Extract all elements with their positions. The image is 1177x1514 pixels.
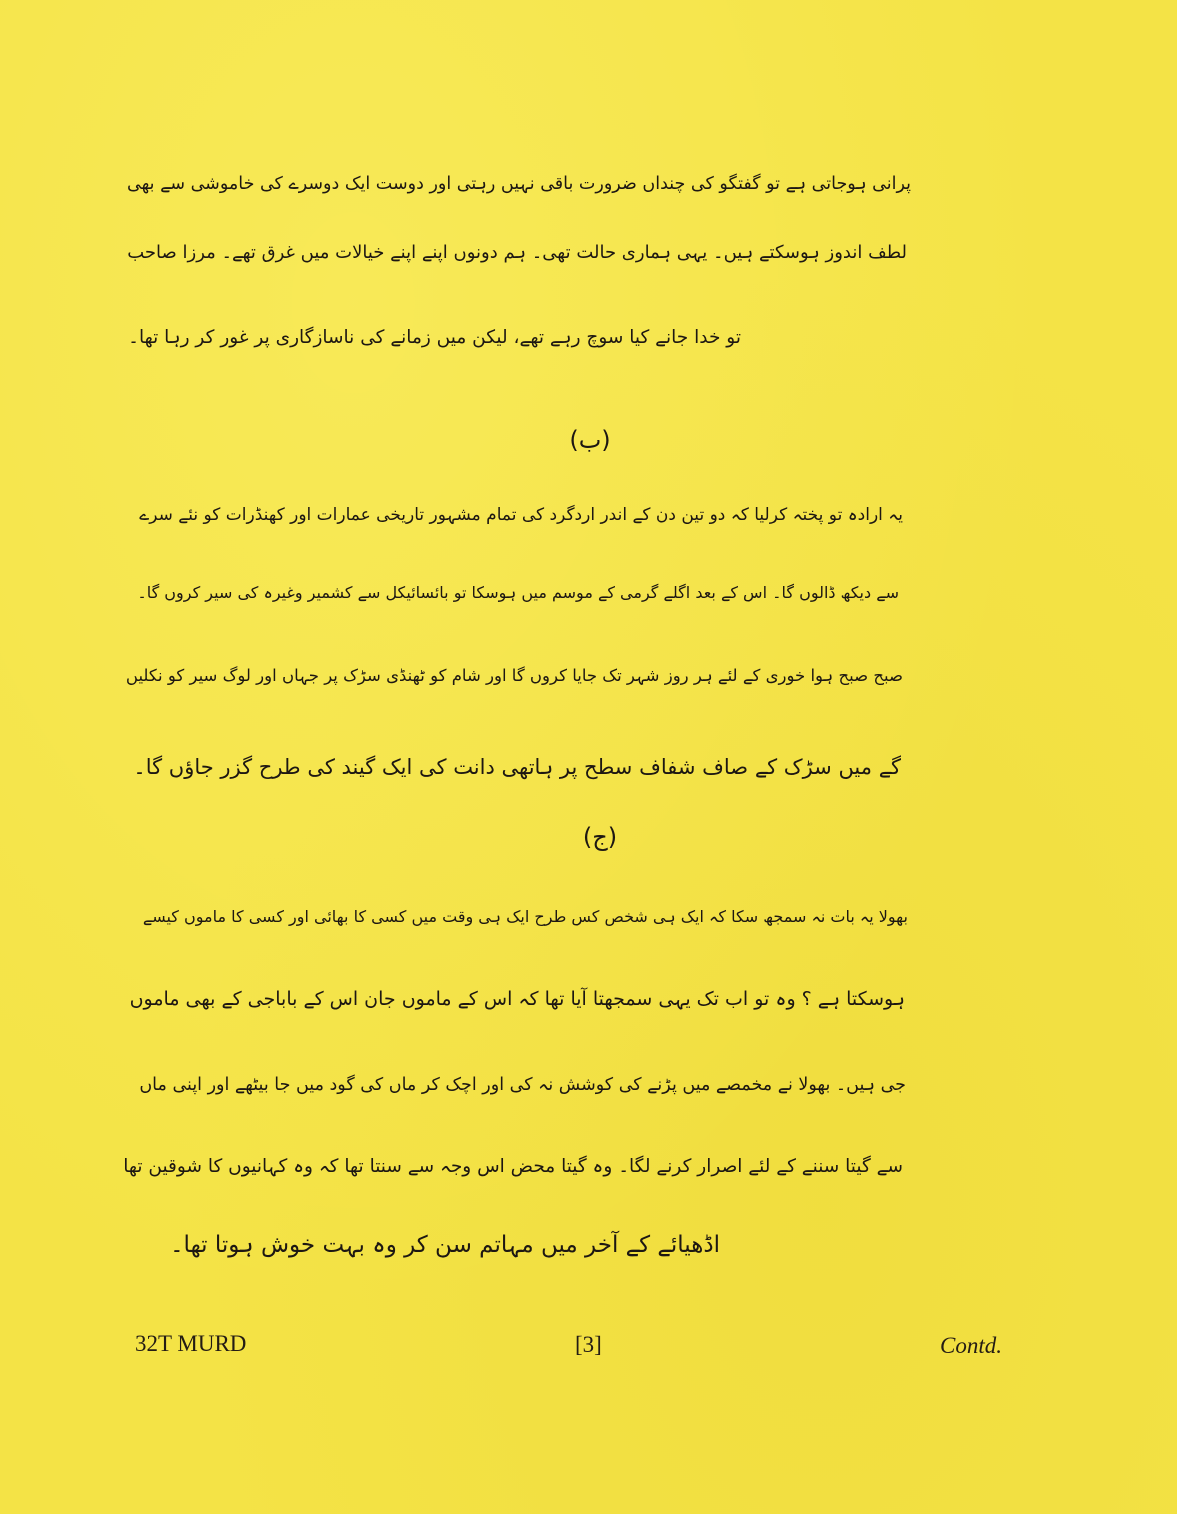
section-c-line-5: اڈھیائے کے آخر میں مہاتم سن کر وہ بہت خوش ہوتا تھا۔ (170, 1232, 720, 1258)
continued-label: Contd. (940, 1333, 1002, 1358)
section-b-line-1: یہ ارادہ تو پختہ کرلیا کہ دو تین دن کے اندر اردگرد کی تمام مشہور تاریخی عمارات اور کھنڈرات کو نئے سرے (139, 505, 903, 525)
section-b-line-2: سے دیکھ ڈالوں گا۔ اس کے بعد اگلے گرمی کے موسم میں ہوسکا تو بائسائیکل سے کشمیر وغیرہ کی سیر کروں گا۔ (137, 583, 899, 602)
section-c-heading: (ج) (582, 823, 618, 851)
section-b-line-4: گے میں سڑک کے صاف شفاف سطح پر ہاتھی دانت کی ایک گیند کی طرح گزر جاؤں گا۔ (133, 755, 901, 779)
paragraph-1-line-3: تو خدا جانے کیا سوچ رہے تھے، لیکن میں زمانے کی ناسازگاری پر غور کر رہا تھا۔ (128, 327, 741, 348)
section-c-line-4: سے گیتا سننے کے لئے اصرار کرنے لگا۔ وہ گیتا محض اس وجہ سے سنتا تھا کہ وہ کہانیوں کا شوقین تھا (123, 1156, 903, 1177)
section-b-heading: (ب) (569, 426, 611, 454)
section-b-line-3: صبح صبح ہوا خوری کے لئے ہر روز شہر تک جایا کروں گا اور شام کو ٹھنڈی سڑک پر جہاں اور لوگ سیر کو نکلیں (125, 666, 903, 685)
section-c-line-1: بھولا یہ بات نہ سمجھ سکا کہ ایک ہی شخص کس طرح ایک ہی وقت میں کسی کا بھائی اور کسی کا ماموں کیسے (142, 907, 908, 926)
paragraph-1-line-2: لطف اندوز ہوسکتے ہیں۔ یہی ہماری حالت تھی۔ ہم دونوں اپنے اپنے خیالات میں غرق تھے۔ مرزا صاحب (127, 242, 907, 263)
paragraph-1-line-1: پرانی ہوجاتی ہے تو گفتگو کی چنداں ضرورت باقی نہیں رہتی اور دوست ایک دوسرے کی خاموشی سے بھی (127, 174, 911, 194)
section-c-line-3: جی ہیں۔ بھولا نے مخمصے میں پڑنے کی کوشش نہ کی اور اچک کر ماں کی گود میں جا بیٹھے اور اپنی ماں (139, 1075, 906, 1095)
paper-code: 32T MURD (135, 1331, 247, 1356)
page-number: [3] (575, 1332, 602, 1357)
section-c-line-2: ہوسکتا ہے ؟ وہ تو اب تک یہی سمجھتا آیا تھا کہ اس کے ماموں جان اس کے باباجی کے بھی ماموں (129, 988, 905, 1010)
